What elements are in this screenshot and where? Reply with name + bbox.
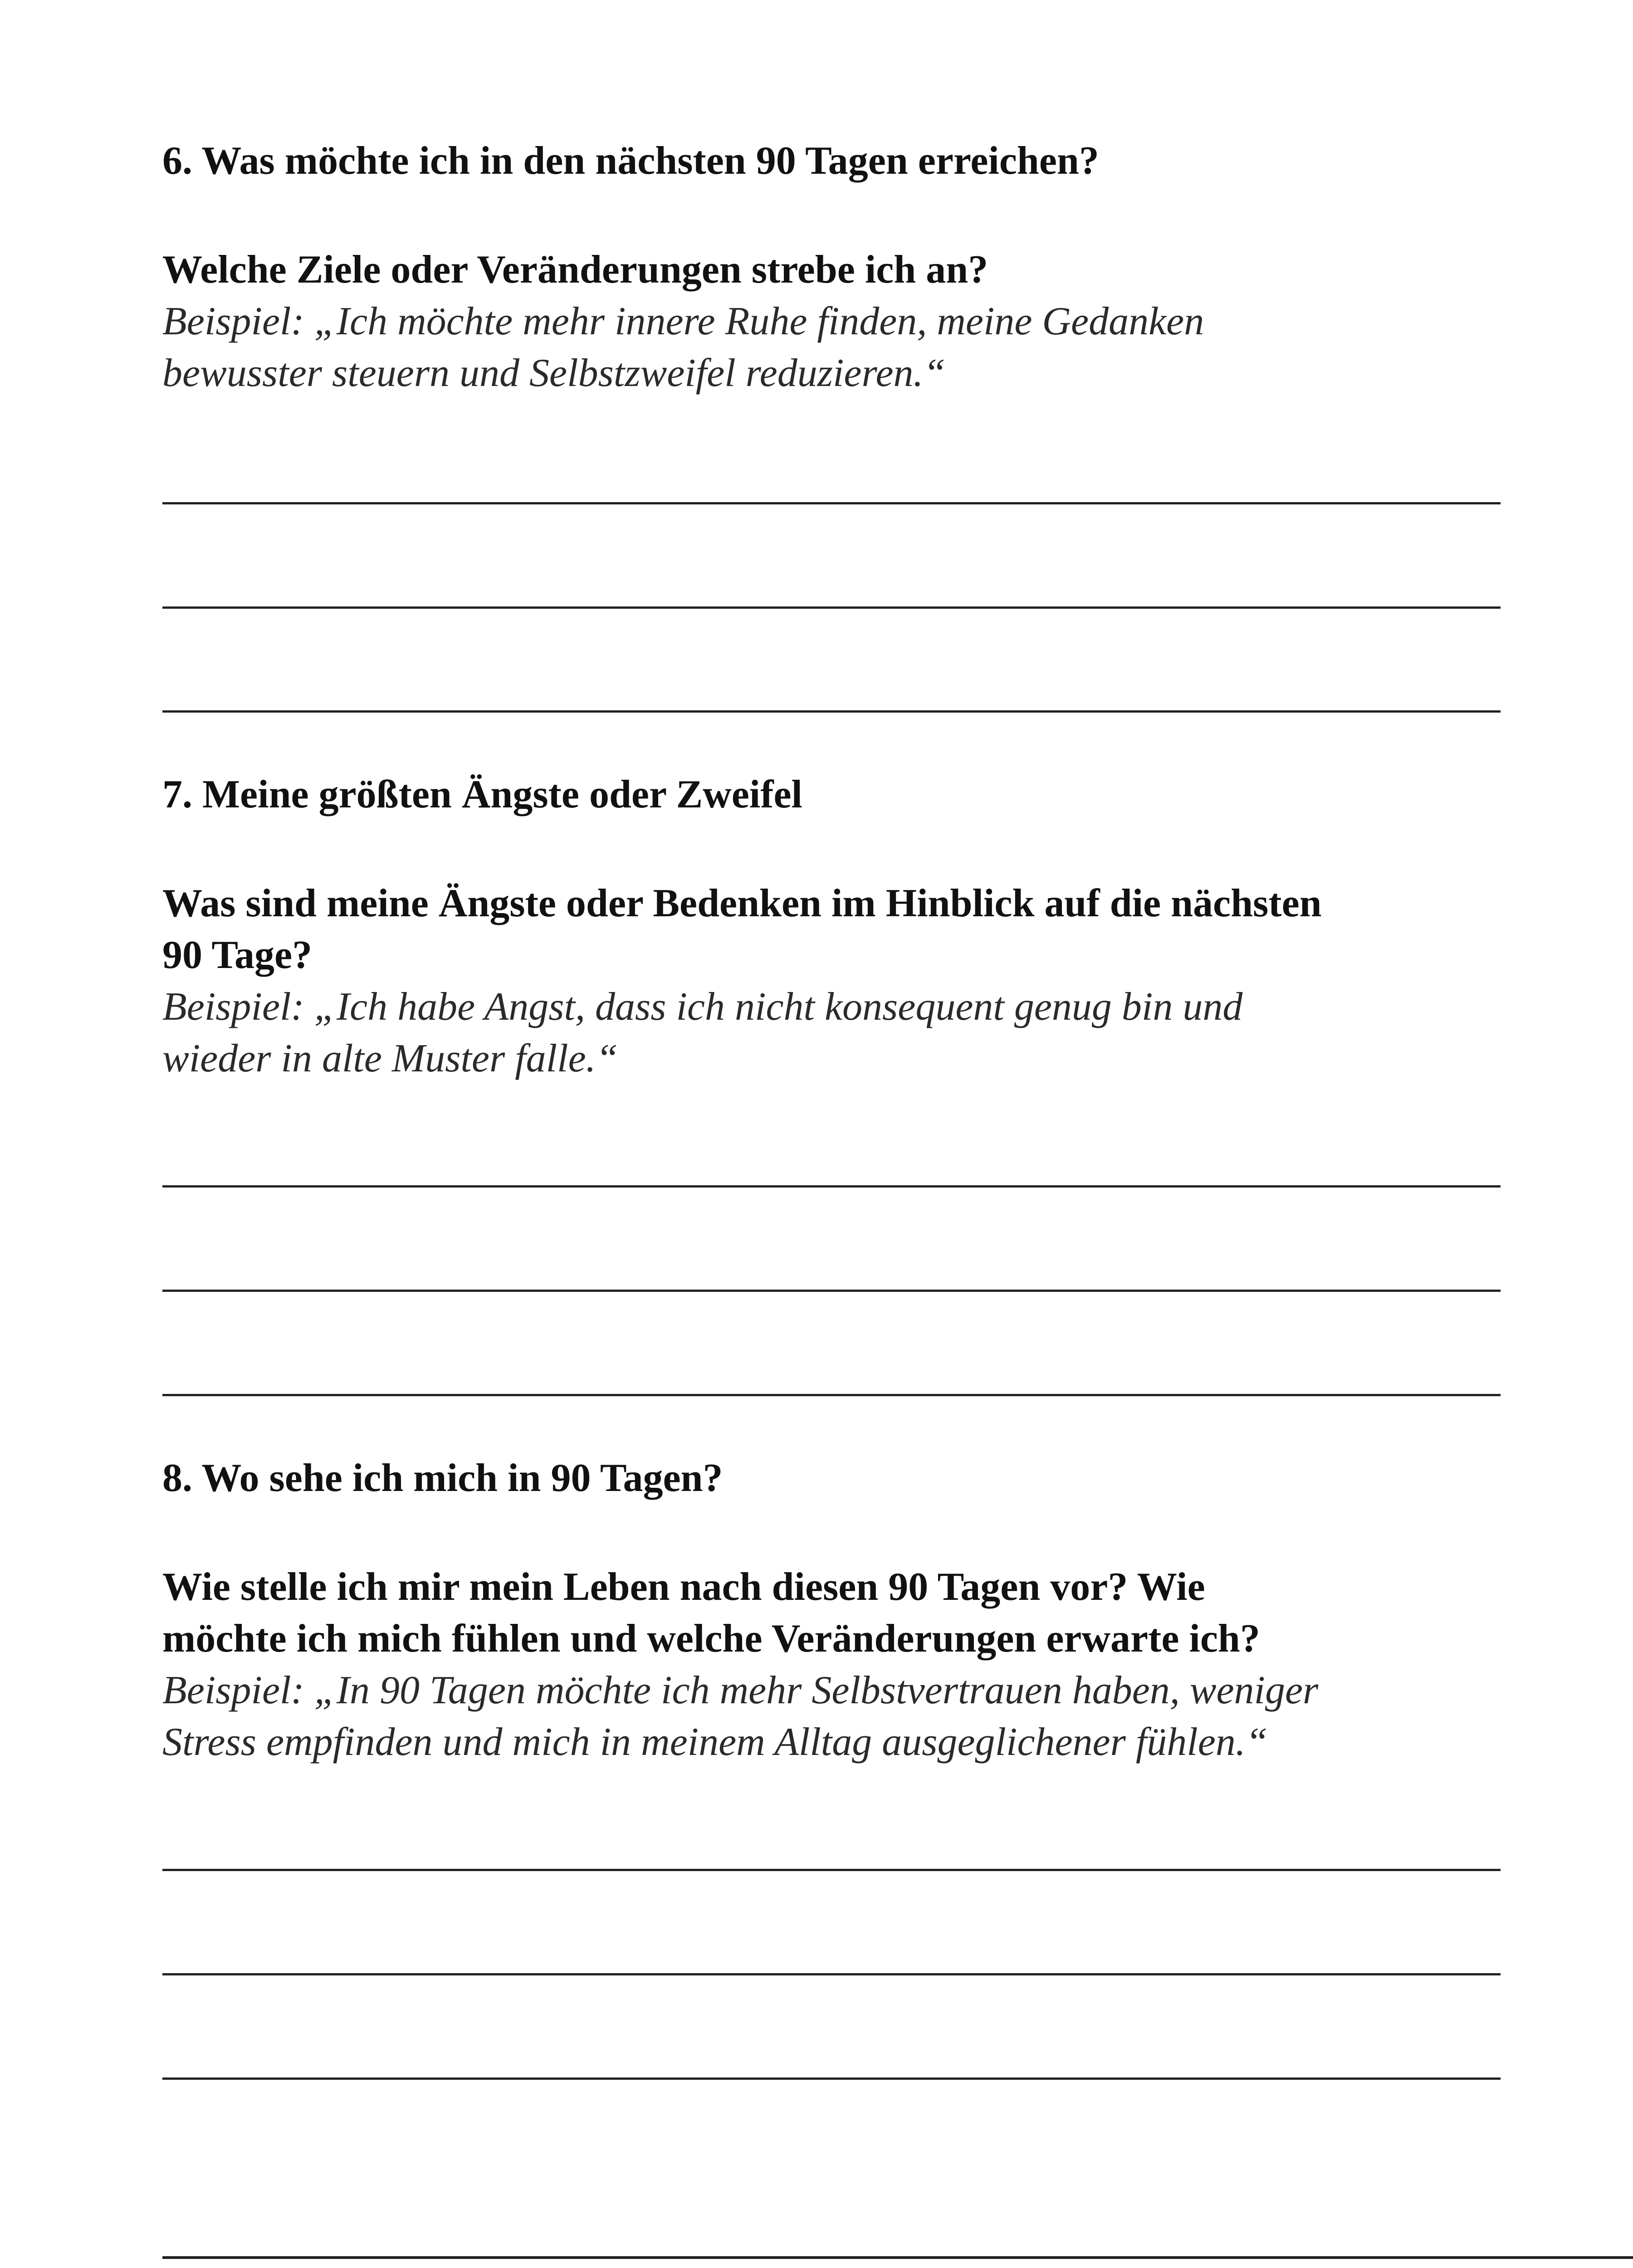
section-7-answer-line-3[interactable] — [162, 1394, 1501, 1396]
section-8-example-line-1: Beispiel: „In 90 Tagen möchte ich mehr Selbstvertrauen haben, weniger — [162, 1668, 1319, 1712]
section-6-answer-line-2[interactable] — [162, 606, 1501, 609]
section-6-heading: 6. Was möchte ich in den nächsten 90 Tagen erreichen? — [162, 139, 1099, 183]
section-7-heading: 7. Meine größten Ängste oder Zweifel — [162, 772, 803, 816]
section-8-answer-line-3[interactable] — [162, 2077, 1501, 2080]
section-6-example-line-2: bewusster steuern und Selbstzweifel reduzieren.“ — [162, 351, 946, 395]
section-8-question-line-2: möchte ich mich fühlen und welche Veränderungen erwarte ich? — [162, 1617, 1260, 1661]
section-8-answer-line-1[interactable] — [162, 1869, 1501, 1871]
section-6-answer-line-3[interactable] — [162, 710, 1501, 713]
section-8-answer-line-2[interactable] — [162, 1973, 1501, 1975]
section-7-question-line-2: 90 Tage? — [162, 933, 313, 977]
section-7-question-line-1: Was sind meine Ängste oder Bedenken im Hinblick auf die nächsten — [162, 881, 1322, 925]
section-7 — [162, 769, 1501, 821]
section-8-question-line-1: Wie stelle ich mir mein Leben nach diesen 90 Tagen vor? Wie — [162, 1565, 1205, 1609]
section-7-answer-line-2[interactable] — [162, 1290, 1501, 1292]
section-8 — [162, 1452, 1501, 1504]
section-7-example-line-2: wieder in alte Muster falle.“ — [162, 1036, 618, 1080]
section-8-example-line-2: Stress empfinden und mich in meinem Alltag ausgeglichener fühlen.“ — [162, 1720, 1268, 1764]
section-7-example-line-1: Beispiel: „Ich habe Angst, dass ich nicht konsequent genug bin und — [162, 985, 1243, 1029]
section-7-answer-line-1[interactable] — [162, 1185, 1501, 1188]
section-6-example-line-1: Beispiel: „Ich möchte mehr innere Ruhe finden, meine Gedanken — [162, 299, 1204, 343]
section-6-prompt — [162, 244, 1501, 399]
section-8-prompt — [162, 1561, 1501, 1768]
footer-rule — [162, 2256, 1633, 2259]
section-6-answer-line-1[interactable] — [162, 502, 1501, 504]
section-6-question: Welche Ziele oder Veränderungen strebe ich an? — [162, 248, 988, 292]
section-8-heading: 8. Wo sehe ich mich in 90 Tagen? — [162, 1456, 723, 1500]
section-6 — [162, 135, 1501, 187]
section-7-prompt — [162, 878, 1501, 1085]
